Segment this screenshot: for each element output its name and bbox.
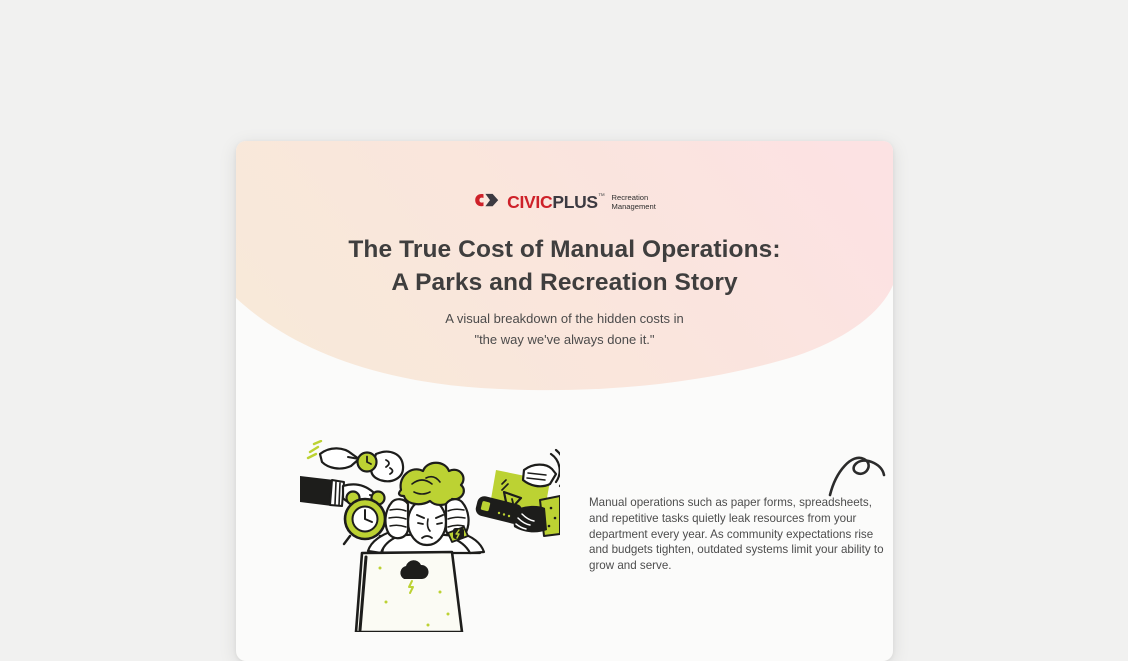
stressed-worker-illustration [300, 440, 560, 632]
squiggle-doodle-icon [824, 447, 888, 501]
brand-product-line [612, 193, 656, 212]
brand-wordmark-civic: CIVIC [507, 191, 553, 212]
brand-wordmark-plus: PLUS [552, 191, 598, 212]
civicplus-logo-icon [473, 191, 500, 213]
brand-wordmark [507, 192, 604, 213]
brand-logo [236, 191, 893, 213]
page-title [236, 233, 893, 299]
brand-product-line2: Management [611, 202, 656, 211]
laptop-icon [356, 552, 462, 632]
brand-product-line1: Recreation [611, 192, 649, 202]
flyer-page [236, 141, 893, 661]
page-subtitle-line1: A visual breakdown of the hidden costs in [445, 311, 684, 326]
page-title-line1: The True Cost of Manual Operations: [348, 236, 781, 263]
pointing-at-watch-icon [308, 441, 403, 481]
page-subtitle [236, 308, 893, 350]
trademark-symbol: ™ [597, 192, 605, 200]
page-subtitle-line2: "the way we've always done it." [474, 332, 655, 347]
intro-paragraph: Manual operations such as paper forms, spreadsheets, and repetitive tasks quietly leak resources from your department every year. As community expectations rise and budgets tighten, outdated systems limit your ability to grow and serve. [589, 496, 884, 573]
page-title-line2: A Parks and Recreation Story [391, 269, 738, 296]
